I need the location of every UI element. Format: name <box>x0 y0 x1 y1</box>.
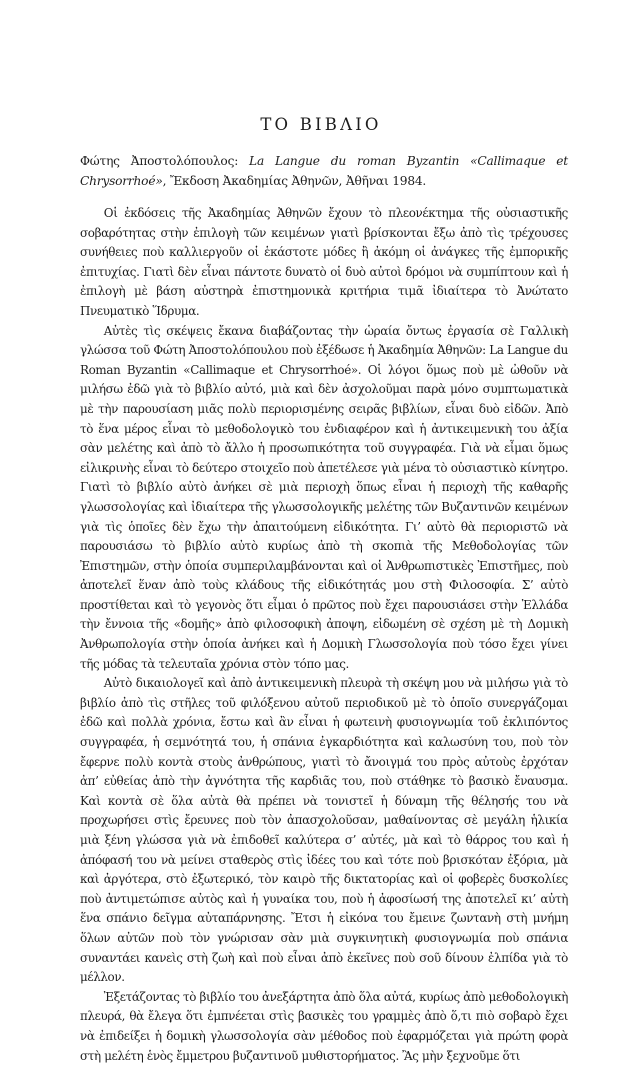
page-title: ΤΟ ΒΙΒΛΙΟ <box>260 115 382 134</box>
citation-author: Φώτης Ἀποστολόπουλος: <box>80 154 250 168</box>
citation-work-title: La Langue du roman Byzantin «Callimaque et Chrysorrhoé» <box>80 154 568 188</box>
citation-publication: , Ἔκδοση Ἀκαδημίας Ἀθηνῶν, Ἀθῆναι 1984. <box>162 173 427 188</box>
book-citation <box>80 152 568 191</box>
paragraph-4: Ἐξετάζοντας τὸ βιβλίο του ἀνεξάρτητα ἀπὸ ὅλα αὐτά, κυρίως ἀπὸ μεθοδολογικὴ πλευρά, θὰ ἔλεγα ὅτι ἐμπνέεται στὶς βασικὲς του γραμμὲς ἀπὸ ὅ,τι πιὸ σοβαρὸ ἔχει νὰ ἐπιδείξει ἡ δομικὴ γλωσσολογία σὰν μέθοδος ποὺ ἐφαρμόζεται γιὰ πρώτη φορὰ στὴ μελέτη ἑνὸς ἔμμετρου βυζαντινοῦ μυθιστορήματος. Ἂς μὴν ξεχνοῦμε ὅτι <box>80 989 568 1063</box>
paragraph-3: Αὐτὸ δικαιολογεῖ καὶ ἀπὸ ἀντικειμενικὴ πλευρὰ τὴ σκέψη μου νὰ μιλήσω γιὰ τὸ βιβλίο ἀπὸ τὶς στῆλες τοῦ φιλόξενου αὐτοῦ περιοδικοῦ μὲ τὸ ὁποῖο συνεργάζομαι ἐδῶ καὶ πολλὰ χρόνια, ἔστω καὶ ἂν εἶναι ἡ φωτεινὴ φυσιογνωμία τοῦ ἐκλιπόντος συγγραφέα, ἡ σεμνότητά του, ἡ σπάνια ἐγκαρδιότητα καὶ καλωσύνη του, ποὺ τὸν ἔφερνε πολὺ κοντὰ στοὺς ἀνθρώπους, γιατὶ τὸ ἄνοιγμά του πρὸς αὐτοὺς ἐρχόταν ἀπ’ εὐθείας ἀπὸ τὴν ἀγνότητα τῆς καρδιᾶς του, ποὺ στάθηκε τὸ βασικὸ ἔναυσμα. Καὶ κοντὰ σὲ ὅλα αὐτὰ θὰ πρέπει νὰ τονιστεῖ ἡ δύναμη τῆς θέλησής του νὰ προχωρήσει στὶς ἔρευνες ποὺ τὸν ἀπασχολοῦσαν, μαθαίνοντας σὲ μεγάλη ἡλικία μιὰ ξένη γλώσσα γιὰ νὰ ἐπιδοθεῖ καλύτερα σ’ αὐτές, μὰ καὶ τὸ θάρρος του καὶ ἡ ἀπόφασή του νὰ μείνει σταθερὸς στὶς ἰδέες του καὶ τότε ποὺ βρισκόταν ἐξόρια, μὰ καὶ ἀργότερα, στὸ ἐξωτερικό, τὸν καιρὸ τῆς δικτατορίας καὶ οἱ φοβερὲς δυσκολίες ποὺ ἀντιμετώπισε αὐτὸς καὶ ἡ γυναίκα του, ποὺ ἡ ἀφοσίωσή της ἀποτελεῖ κι’ αὐτὴ ἕνα σπάνιο δεῖγμα αὐταπάρνησης. Ἔτσι ἡ εἰκόνα του ἔμεινε ζωντανὴ στὴ μνήμη ὅλων αὐτῶν ποὺ τὸν γνώρισαν σὰν μιὰ συγκινητικὴ φυσιογνωμία ποὺ σπάνια συναντάει κανεὶς στὴ ζωὴ καὶ ποὺ εἶναι ἀπὸ ἐκεῖνες ποὺ σοῦ δίνουν ἐλπίδα γιὰ τὸ μέλλον. <box>80 676 568 985</box>
paragraph-2: Αὐτὲς τὶς σκέψεις ἔκανα διαβάζοντας τὴν ὡραία ὄντως ἐργασία σὲ Γαλλικὴ γλώσσα τοῦ Φώτη Ἀποστολόπουλου ποὺ ἐξέδωσε ἡ Ἀκαδημία Ἀθηνῶν: La Langue du Roman Byzantin «Callimaque et Chrysorrhoé». Οἱ λόγοι ὅμως ποὺ μὲ ὠθοῦν νὰ μιλήσω ἐδῶ γιὰ τὸ βιβλίο αὐτό, μιὰ καὶ δὲν ἀσχολοῦμαι παρὰ μόνο συμπτωματικὰ μὲ τὴν παρουσίαση μιᾶς πολὺ περιορισμένης σειρᾶς βιβλίων, εἶναι δυὸ εἰδῶν. Ἀπὸ τὸ ἕνα μέρος εἶναι τὸ μεθοδολογικὸ του ἐνδιαφέρον καὶ ἡ ἀντικειμενικὴ του ἀξία σὰν μελέτης καὶ ἀπὸ τὸ ἄλλο ἡ προσωπικότητα τοῦ συγγραφέα. Γιὰ νὰ εἶμαι ὅμως εἰλικρινὴς εἶναι τὸ δεύτερο στοιχεῖο ποὺ ἀπετέλεσε γιὰ μένα τὸ οὐσιαστικὸ κίνητρο. Γιατὶ τὸ βιβλίο αὐτὸ ἀνήκει σὲ μιὰ περιοχὴ ὅπως εἶναι ἡ περιοχὴ τῆς καθαρῆς γλωσσολογίας καὶ ἰδιαίτερα τῆς γλωσσολογικῆς μελέτης τῶν Βυζαντινῶν κειμένων γιὰ τὶς ὁποῖες δὲν ἔχω τὴν ἀπαιτούμενη εἰδικότητα. Γι’ αὐτὸ θὰ περιοριστῶ νὰ παρουσιάσω τὸ βιβλίο αὐτὸ κυρίως ἀπὸ τὴ σκοπιὰ τῆς Μεθοδολογίας τῶν Ἐπιστημῶν, στὴν ὁποία συμπεριλαμβάνονται καὶ οἱ Ἀνθρωπιστικὲς Ἐπιστῆμες, ποὺ ἀποτελεῖ ἕναν ἀπὸ τοὺς κλάδους τῆς εἰδικότητάς μου στὴ Φιλοσοφία. Σ’ αὐτὸ προστίθεται καὶ τὸ γεγονὸς ὅτι εἶμαι ὁ πρῶτος ποὺ ἔχει παρουσιάσει στὴν Ἑλλάδα τὴν ἔννοια τῆς «δομῆς» ἀπὸ φιλοσοφικὴ ἀποψη, εἰδωμένη σὲ σχέση μὲ τὴ Δομικὴ Ἀνθρωπολογία στὴν ὁποία ἀνήκει καὶ ἡ Δομικὴ Γλωσσολογία ποὺ τόσο ἔχει γίνει τῆς μόδας τὰ τελευταῖα χρόνια στὸν τόπο μας. <box>80 323 568 671</box>
review-body <box>80 204 568 1066</box>
paragraph-1: Οἱ ἐκδόσεις τῆς Ἀκαδημίας Ἀθηνῶν ἔχουν τὸ πλεονέκτημα τῆς οὐσιαστικῆς σοβαρότητας στὴν ἐπιλογὴ τῶν κειμένων γιατὶ βρίσκονται ἔξω ἀπὸ τὶς τρέχουσες συνήθειες ποὺ καλλιεργοῦν οἱ ἑκάστοτε μόδες ἢ ἀκόμη οἱ ἀνάγκες τῆς ἐμπορικῆς ἐπιτυχίας. Γιατὶ δὲν εἶναι πάντοτε δυνατὸ οἱ δυὸ αὐτοὶ δρόμοι νὰ συμπίπτουν καὶ ἡ ἐπιλογὴ μὲ βάση αὐστηρὰ ἐπιστημονικὰ κριτήρια τιμᾶ ἰδιαίτερα τὸ Ἀνώτατο Πνευματικὸ Ἵδρυμα. <box>80 206 568 318</box>
